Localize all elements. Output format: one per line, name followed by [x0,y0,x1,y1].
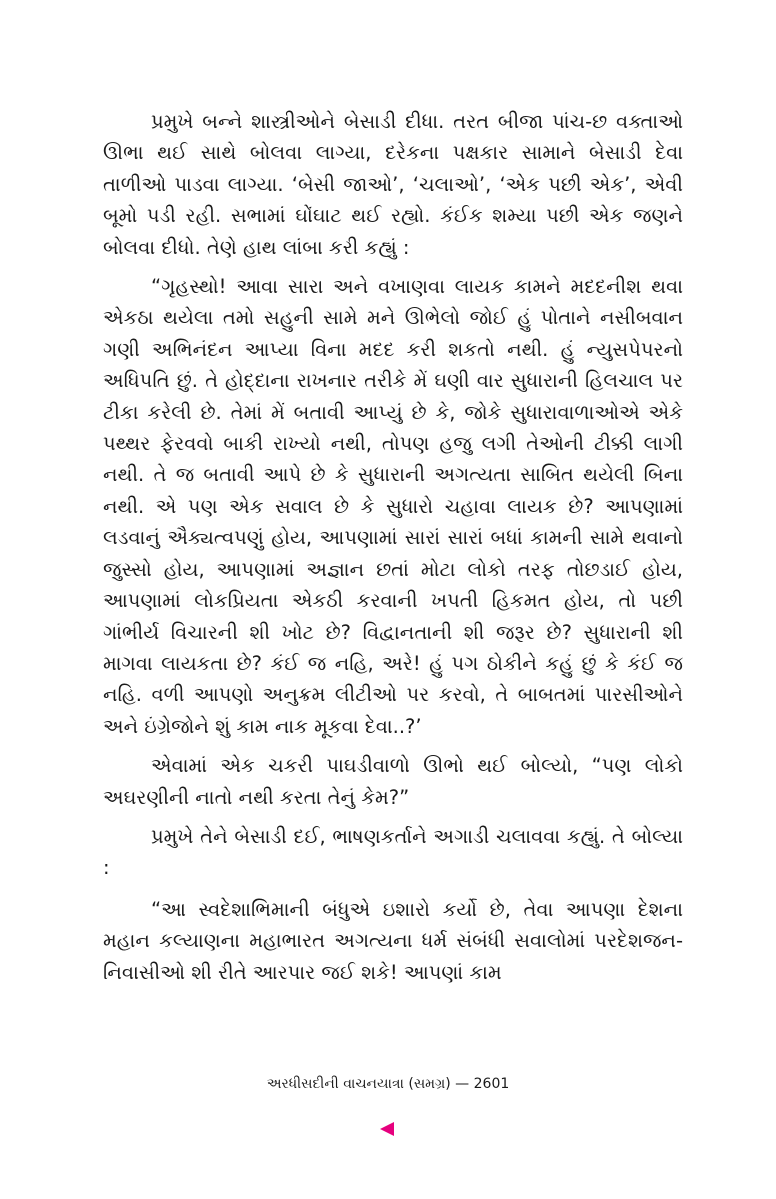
paragraph-4: પ્રમુખે તેને બેસાડી દઈ, ભાષણકર્તાને અગાડી ચલાવવા કહ્યું. તે બોલ્યા : [103,824,683,880]
body-text [103,106,683,988]
paragraph-1: પ્રમુખે બન્ને શાસ્ત્રીઓને બેસાડી દીધા. તરત બીજા પાંચ-છ વક્તાઓ ઊભા થઈ સાથે બોલવા લાગ્યા, દરેકના પક્ષકાર સામાને બેસાડી દેવા તાળીઓ પાડવા લાગ્યા. ‘બેસી જાઓ’, ‘ચલાઓ’, ‘એક પછી એક’, એવી બૂમો પડી રહી. સભામાં ઘોંઘાટ થઈ રહ્યો. કંઈક શમ્યા પછી એક જણને બોલવા દીધો. તેણે હાથ લાંબા કરી કહ્યું : [103,110,683,259]
paragraph-3: એવામાં એક ચકરી પાઘડીવાળો ઊભો થઈ બોલ્યો, “પણ લોકો અઘરણીની નાતો નથી કરતા તેનું કેમ?” [103,754,683,809]
paragraph-2: “ગૃહસ્થો! આવા સારા અને વખાણવા લાયક કામને મદદનીશ થવા એકઠા થયેલા તમો સહુની સામે મને ઊભેલો જોઈ હું પોતાને નસીબવાન ગણી અભિનંદન આપ્યા વિના મદદ કરી શકતો નથી. હું ન્યુસપેપરનો અધિપતિ છું. તે હોદ્દાના રાખનાર તરીકે મેં ઘણી વાર સુધારાની હિલચાલ પર ટીકા કરેલી છે. તેમાં મેં બતાવી આપ્યું છે કે, જોકે સુધારાવાળાઓએ એકે પથ્થર ફેરવવો બાકી રાખ્યો નથી, તોપણ હજુ લગી તેઓની ટીક્કી લાગી નથી. તે જ બતાવી આપે છે કે સુધારાની અગત્યતા સાબિત થયેલી બિના નથી. એ પણ એક સવાલ છે કે સુધારો ચહાવા લાયક છે? આપણામાં લડવાનું ઐક્યત્વપણું હોય, આપણામાં સારાં સારાં બધાં કામની સામે થવાનો જુસ્સો હોય, આપણામાં અજ્ઞાન છતાં મોટા લોકો તરફ તોછડાઈ હોય, આપણામાં લોકપ્રિયતા એકઠી કરવાની ખપતી હિકમત હોય, તો પછી ગાંભીર્ય વિચારની શી ખોટ છે? વિદ્વાનતાની શી જરૂર છે? સુધારાની શી માગવા લાયકતા છે? કંઈ જ નહિ, અરે! હું પગ ઠોકીને કહું છું કે કંઈ જ નહિ. વળી આપણો અનુક્રમ લીટીઓ પર કરવો, તે બાબતમાં પારસીઓને અને ઇંગ્રેજોને શું કામ નાક મૂકવા દેવા..?’ [103,275,683,738]
triangle-left-icon[interactable] [380,1122,394,1136]
page-footer: અરધીસદીની વાચનયાત્રા (સમગ્ર) — 2601 [266,1076,510,1092]
paragraph-5: “આ સ્વદેશાભિમાની બંધુએ ઇશારો કર્યો છે, તેવા આપણા દેશના મહાન કલ્યાણના મહાભારત અગત્યના ધર્મ સંબંધી સવાલોમાં પરદેશજન-નિવાસીઓ શી રીતે આરપાર જઈ શકે! આપણાં કામ [103,897,683,984]
